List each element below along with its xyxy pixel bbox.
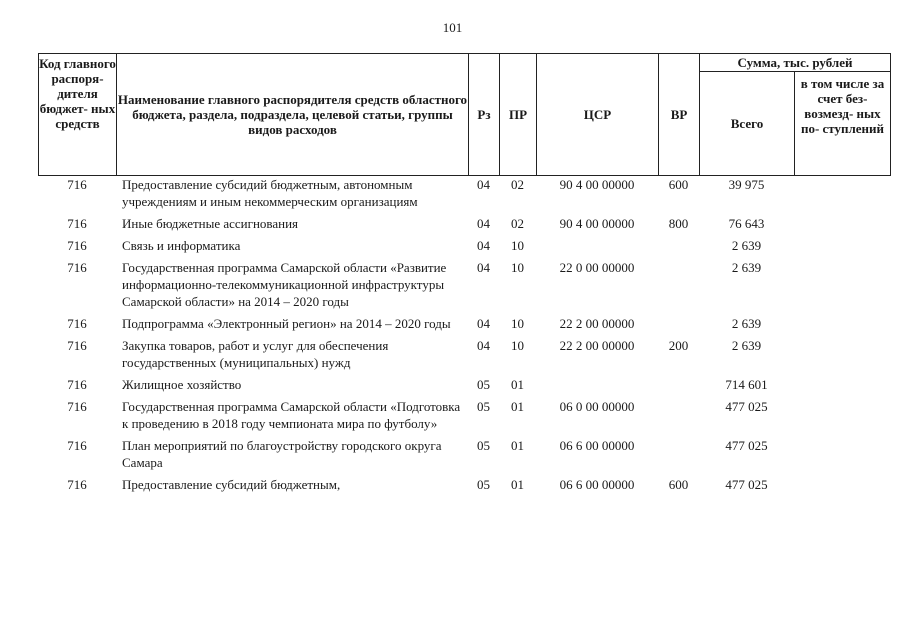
table-row: [38, 376, 890, 398]
cell-csr: 06 0 00 00000: [559, 399, 635, 414]
cell-total: 2 639: [731, 338, 762, 353]
header-sum: Сумма, тыс. рублей: [700, 54, 891, 72]
table-header: [38, 53, 891, 176]
cell-rz: 04: [477, 338, 490, 353]
cell-code: 716: [67, 377, 87, 392]
cell-rz: 04: [477, 316, 490, 331]
header-pr: ПР: [500, 54, 537, 176]
cell-name: Связь и информатика: [122, 238, 241, 253]
cell-vr: [658, 398, 699, 437]
cell-vr: 200: [668, 338, 689, 353]
cell-total: 714 601: [725, 377, 768, 392]
cell-total: 477 025: [725, 399, 768, 414]
cell-name: Государственная программа Самарской области «Развитие информационно-телекоммуникационной инфраструктуры Самарской области» на 2014 – 2020 годы: [122, 260, 447, 309]
cell-vr: [658, 376, 699, 398]
cell-name: Иные бюджетные ассигнования: [122, 216, 299, 231]
table-row: [38, 315, 890, 337]
cell-pr: 10: [511, 260, 524, 275]
cell-name: Предоставление субсидий бюджетным, автономным учреждениям и иным некоммерческим организациям: [122, 177, 418, 209]
cell-vr: [658, 259, 699, 315]
cell-free: [794, 215, 890, 237]
cell-free: [794, 376, 890, 398]
cell-code: 716: [67, 316, 87, 331]
cell-csr: [536, 376, 658, 398]
header-free: в том числе за счет без- возмезд- ных по- ступлений: [795, 72, 891, 176]
cell-name: Подпрограмма «Электронный регион» на 2014 – 2020 годы: [122, 316, 451, 331]
cell-total: 477 025: [725, 477, 768, 492]
cell-pr: 01: [511, 399, 524, 414]
cell-free: [794, 259, 890, 315]
cell-pr: 10: [511, 338, 524, 353]
cell-total: 2 639: [731, 238, 762, 253]
cell-rz: 04: [477, 238, 490, 253]
cell-total: 477 025: [725, 438, 768, 453]
cell-rz: 05: [477, 399, 490, 414]
cell-code: 716: [67, 399, 87, 414]
cell-csr: 06 6 00 00000: [559, 438, 635, 453]
header-total: Всего: [700, 72, 795, 176]
cell-name: Жилищное хозяйство: [122, 377, 242, 392]
cell-pr: 10: [511, 238, 524, 253]
cell-csr: 90 4 00 00000: [559, 177, 635, 192]
cell-rz: 04: [477, 260, 490, 275]
cell-free: [794, 437, 890, 476]
cell-pr: 10: [511, 316, 524, 331]
header-rz: Рз: [469, 54, 500, 176]
table-row: [38, 337, 890, 376]
cell-total: 39 975: [728, 177, 765, 192]
table-row: [38, 476, 890, 493]
cell-name: План мероприятий по благоустройству городского округа Самара: [122, 438, 442, 470]
table-row: [38, 437, 890, 476]
cell-name: Закупка товаров, работ и услуг для обеспечения государственных (муниципальных) нужд: [122, 338, 389, 370]
budget-table: [38, 176, 890, 493]
cell-csr: 90 4 00 00000: [559, 216, 635, 231]
cell-vr: 600: [668, 177, 689, 192]
cell-csr: 06 6 00 00000: [559, 477, 635, 492]
cell-pr: 02: [511, 216, 524, 231]
cell-name: Государственная программа Самарской области «Подготовка к проведению в 2018 году чемпионата мира по футболу»: [122, 399, 461, 431]
table-row: [38, 398, 890, 437]
page-number: 101: [442, 20, 463, 35]
cell-pr: 01: [511, 377, 524, 392]
cell-code: 716: [67, 477, 87, 492]
cell-vr: [658, 315, 699, 337]
cell-free: [794, 315, 890, 337]
cell-code: 716: [67, 238, 87, 253]
cell-vr: 800: [668, 216, 689, 231]
cell-free: [794, 398, 890, 437]
cell-free: [794, 176, 890, 215]
cell-csr: 22 0 00 00000: [559, 260, 635, 275]
header-vr: ВР: [659, 54, 700, 176]
cell-code: 716: [67, 177, 87, 192]
header-code: Код главного распоря- дителя бюджет- ных средств: [39, 54, 117, 176]
cell-pr: 01: [511, 477, 524, 492]
cell-free: [794, 476, 890, 493]
header-name: Наименование главного распорядителя средств областного бюджета, раздела, подраздела, целевой статьи, группы видов расходов: [117, 54, 469, 176]
cell-csr: 22 2 00 00000: [559, 338, 635, 353]
cell-vr: [658, 237, 699, 259]
cell-total: 2 639: [731, 260, 762, 275]
cell-rz: 05: [477, 477, 490, 492]
cell-free: [794, 337, 890, 376]
cell-rz: 04: [477, 177, 490, 192]
cell-code: 716: [67, 438, 87, 453]
cell-total: 2 639: [731, 316, 762, 331]
table-row: [38, 237, 890, 259]
cell-rz: 05: [477, 377, 490, 392]
cell-csr: 22 2 00 00000: [559, 316, 635, 331]
cell-pr: 02: [511, 177, 524, 192]
cell-rz: 04: [477, 216, 490, 231]
cell-code: 716: [67, 338, 87, 353]
cell-rz: 05: [477, 438, 490, 453]
cell-code: 716: [67, 260, 87, 275]
table-row: [38, 215, 890, 237]
cell-total: 76 643: [728, 216, 765, 231]
table-row: [38, 176, 890, 215]
cell-name: Предоставление субсидий бюджетным,: [122, 477, 341, 492]
cell-code: 716: [67, 216, 87, 231]
table-row: [38, 259, 890, 315]
cell-pr: 01: [511, 438, 524, 453]
header-csr: ЦСР: [537, 54, 659, 176]
cell-vr: 600: [668, 477, 689, 492]
cell-free: [794, 237, 890, 259]
cell-vr: [658, 437, 699, 476]
cell-csr: [536, 237, 658, 259]
